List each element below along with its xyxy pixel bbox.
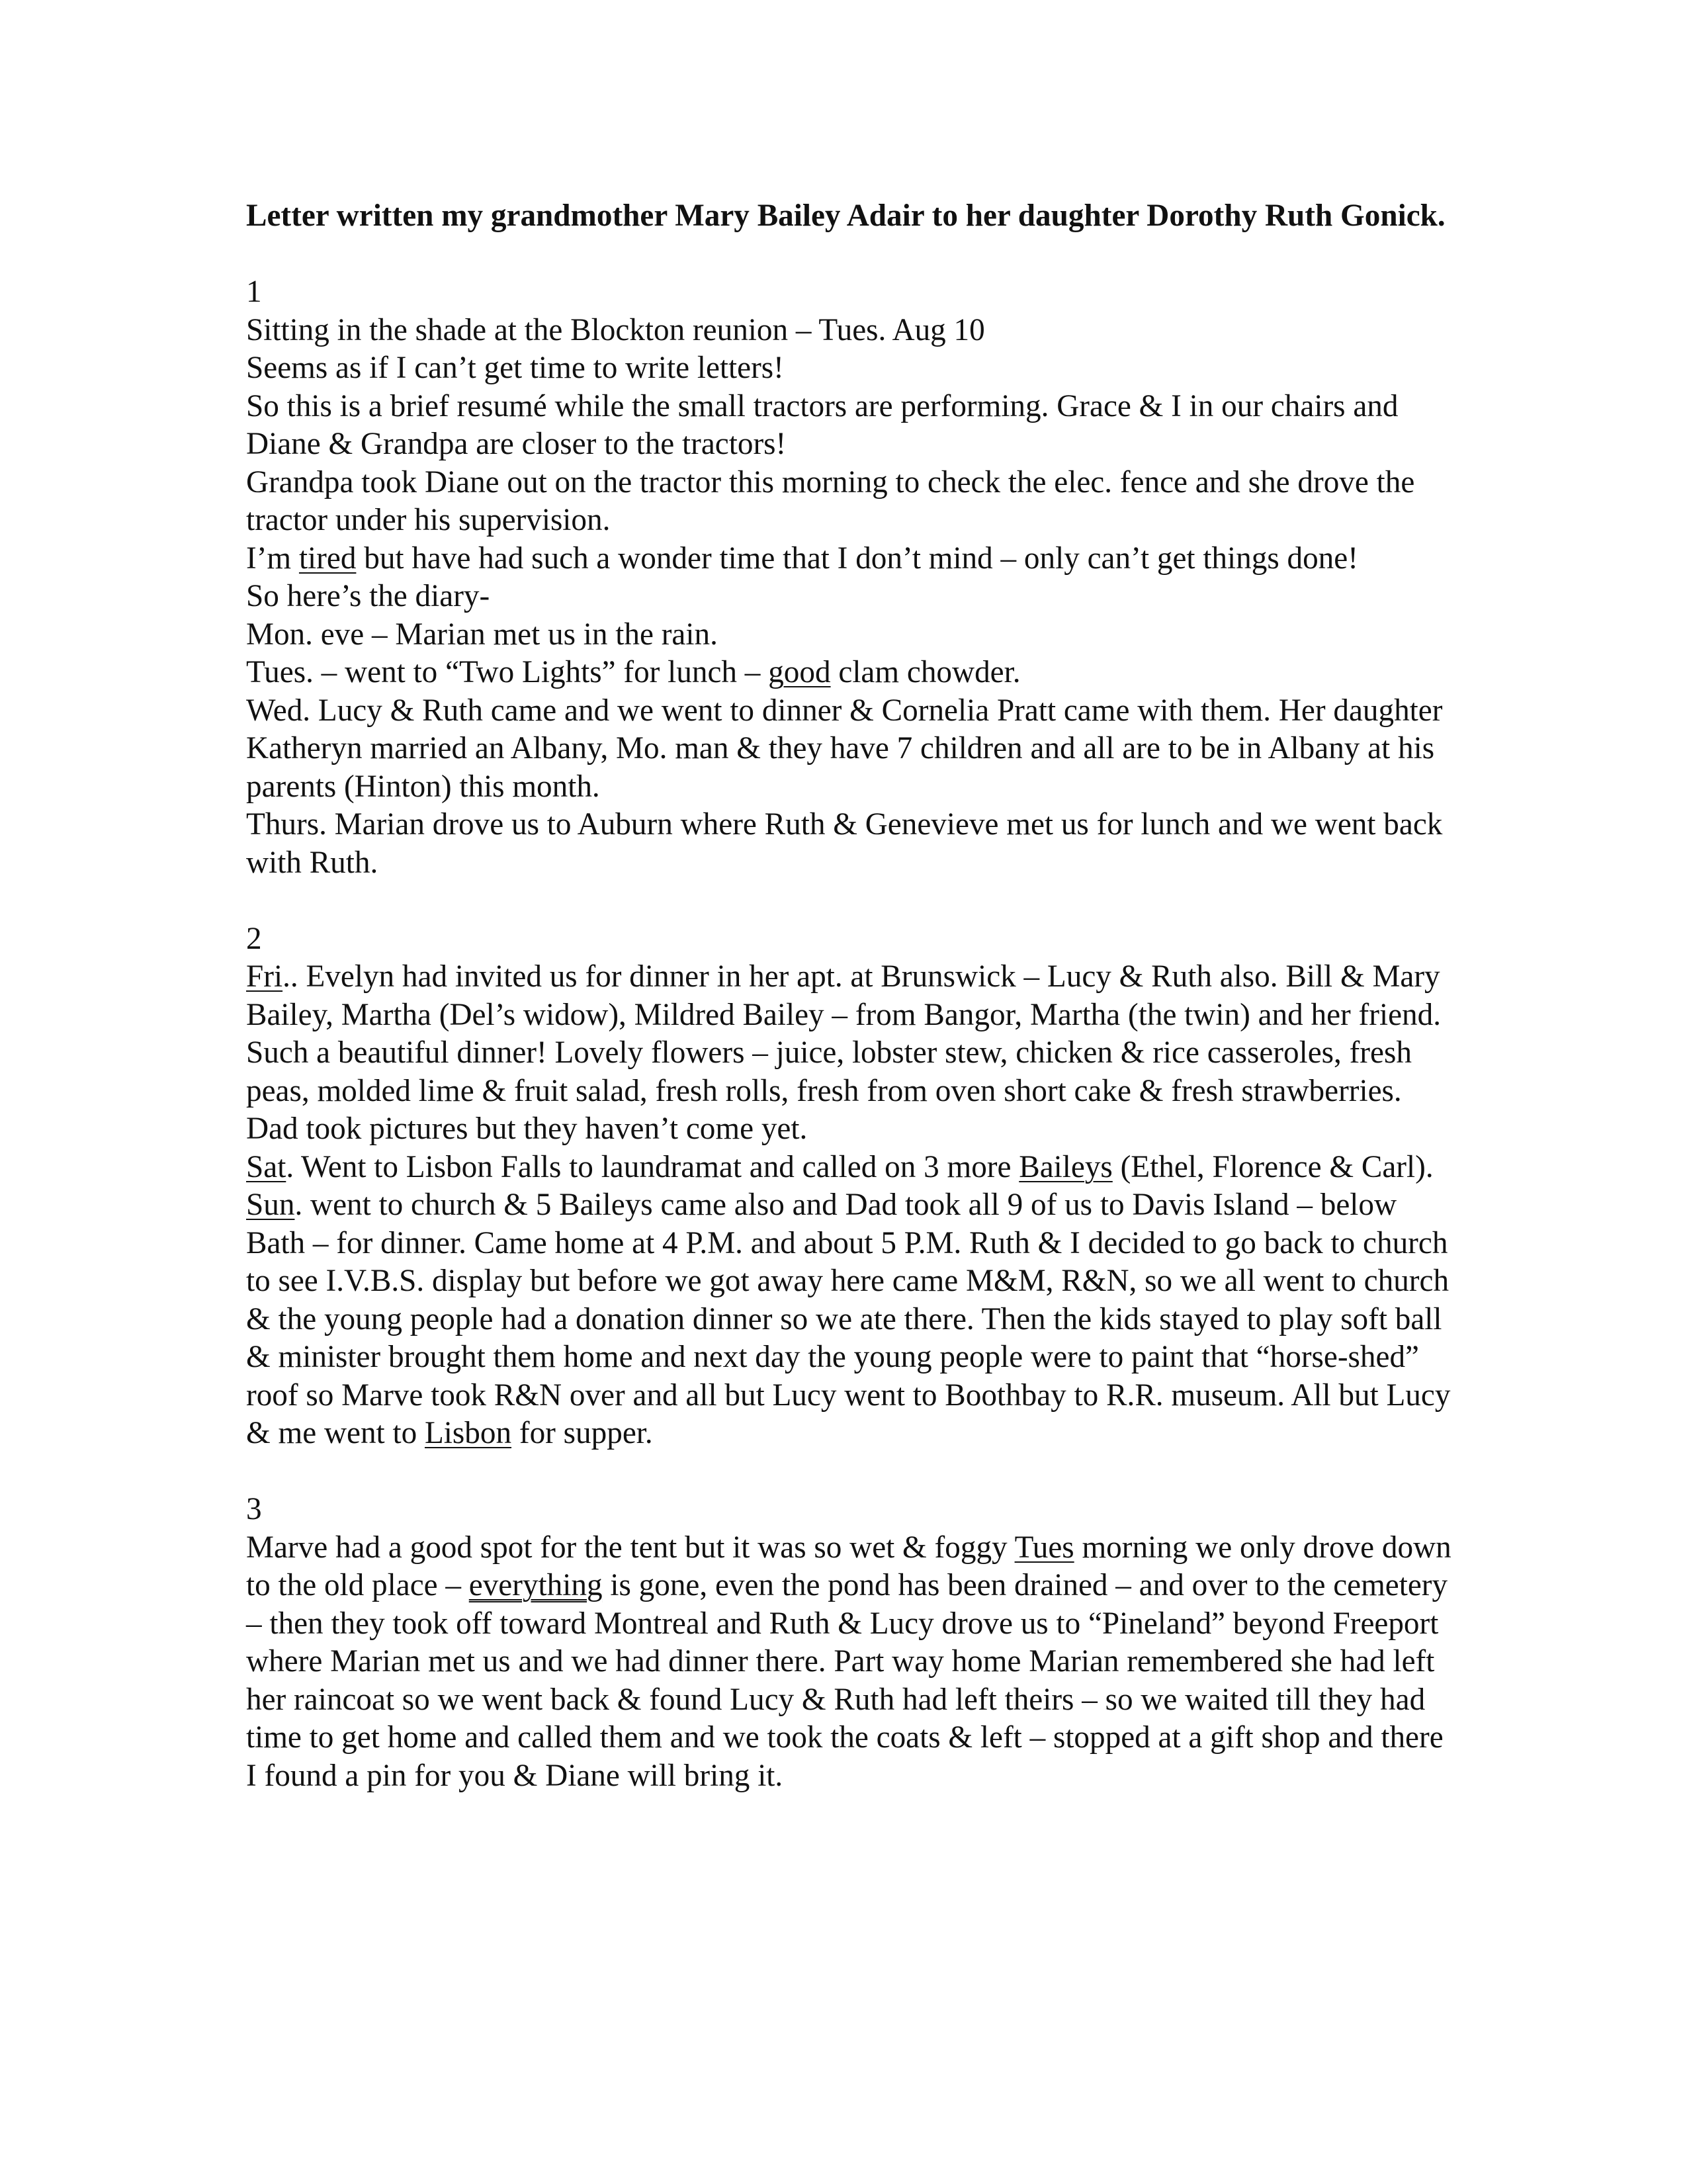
letter-line bbox=[246, 1149, 1457, 1187]
text-run: but have had such a wonder time that I don’t mind – only can’t get things done! bbox=[356, 541, 1358, 576]
text-run: Tues. – went to “Two Lights” for lunch – bbox=[246, 655, 769, 689]
text-run: (Ethel, Florence & Carl). bbox=[1112, 1149, 1434, 1184]
letter-line: So this is a brief resumé while the small tractors are performing. Grace & I in our chairs and Diane & Grandpa are closer to the tractors! bbox=[246, 388, 1399, 461]
letter-line bbox=[246, 1529, 1457, 1796]
letter-line bbox=[246, 1186, 1457, 1453]
text-run: .. Evelyn had invited us for dinner in her apt. at Brunswick – Lucy & Ruth also. Bill & Mary Bailey, Martha (Del’s widow), Mildred Bailey – from Bangor, Martha (the twin) and her friend. Such a beautiful dinner! Lovely flowers – juice, lobster stew, chicken & rice casseroles, fresh peas, molded lime & fruit salad, fresh rolls, fresh from oven short cake & fresh strawberries. Dad took pictures but they haven’t come yet. bbox=[246, 959, 1442, 1146]
text-run: for supper. bbox=[511, 1416, 653, 1450]
spacer bbox=[246, 882, 1457, 920]
text-run: . went to church & 5 Baileys came also and Dad took all 9 of us to Davis Island – below Bath – for dinner. Came home at 4 P.M. and about 5 P.M. Ruth & I decided to go back to church to see I.V.B.S. display but before we got away here came M&M, R&N, so we all went to church & the young people had a donation dinner so we ate there. Then the kids stayed to play soft ball & minister brought them home and next day the young people were to paint that “horse-shed” roof so Marve took R&N over and all but Lucy went to Boothbay to R.R. museum. All but Lucy & me went to bbox=[246, 1188, 1451, 1450]
underlined-word: Fri bbox=[246, 959, 283, 994]
spacer bbox=[246, 236, 1457, 274]
section-number: 3 bbox=[246, 1492, 262, 1526]
text-run: is gone, even the pond has been drained – and over to the cemetery – then they took off toward Montreal and Ruth & Lucy drove us to “Pineland” beyond Freeport where Marian met us and we had dinner there. Part way home Marian remembered she had left her raincoat so we went back & found Lucy & Ruth had left theirs – so we waited till they had time to get home and called them and we took the coats & left – stopped at a gift shop and there I found a pin for you & Diane will bring it. bbox=[246, 1568, 1448, 1793]
letter-line bbox=[246, 958, 1457, 1149]
letter-line: So here’s the diary- bbox=[246, 579, 490, 613]
letter-page bbox=[246, 197, 1457, 1795]
double-underlined-word: everything bbox=[468, 1568, 603, 1602]
text-run: I’m bbox=[246, 541, 299, 576]
underlined-word: Lisbon bbox=[424, 1416, 512, 1450]
underlined-word: good bbox=[768, 655, 831, 689]
letter-line: Sitting in the shade at the Blockton reunion – Tues. Aug 10 bbox=[246, 312, 985, 347]
underlined-word: Sun bbox=[246, 1188, 295, 1222]
letter-line: Mon. eve – Marian met us in the rain. bbox=[246, 617, 718, 652]
underlined-word: Tues bbox=[1014, 1530, 1074, 1565]
letter-line bbox=[246, 654, 1457, 692]
spacer bbox=[246, 1453, 1457, 1491]
letter-line bbox=[246, 540, 1457, 578]
text-run: morning we only drove down to the old place – bbox=[246, 1530, 1451, 1602]
text-run: Marve had a good spot for the tent but it was so wet & foggy bbox=[246, 1530, 1015, 1565]
section-number: 1 bbox=[246, 275, 262, 309]
underlined-word: Sat bbox=[246, 1149, 286, 1184]
letter-line: Thurs. Marian drove us to Auburn where Ruth & Genevieve met us for lunch and we went back with Ruth. bbox=[246, 807, 1443, 880]
letter-line: Seems as if I can’t get time to write letters! bbox=[246, 351, 784, 385]
underlined-word: tired bbox=[298, 541, 357, 576]
letter-line: Grandpa took Diane out on the tractor this morning to check the elec. fence and she drove the tractor under his supervision. bbox=[246, 464, 1415, 537]
underlined-word: Baileys bbox=[1019, 1149, 1113, 1184]
text-run: clam chowder. bbox=[830, 655, 1021, 689]
text-run: . Went to Lisbon Falls to laundramat and called on 3 more bbox=[286, 1149, 1019, 1184]
letter-line: Wed. Lucy & Ruth came and we went to dinner & Cornelia Pratt came with them. Her daughter Katheryn married an Albany, Mo. man & they have 7 children and all are to be in Albany at his parents (Hinton) this month. bbox=[246, 693, 1443, 804]
section-number: 2 bbox=[246, 921, 262, 956]
letter-title: Letter written my grandmother Mary Bailey Adair to her daughter Dorothy Ruth Gonick. bbox=[246, 198, 1446, 233]
